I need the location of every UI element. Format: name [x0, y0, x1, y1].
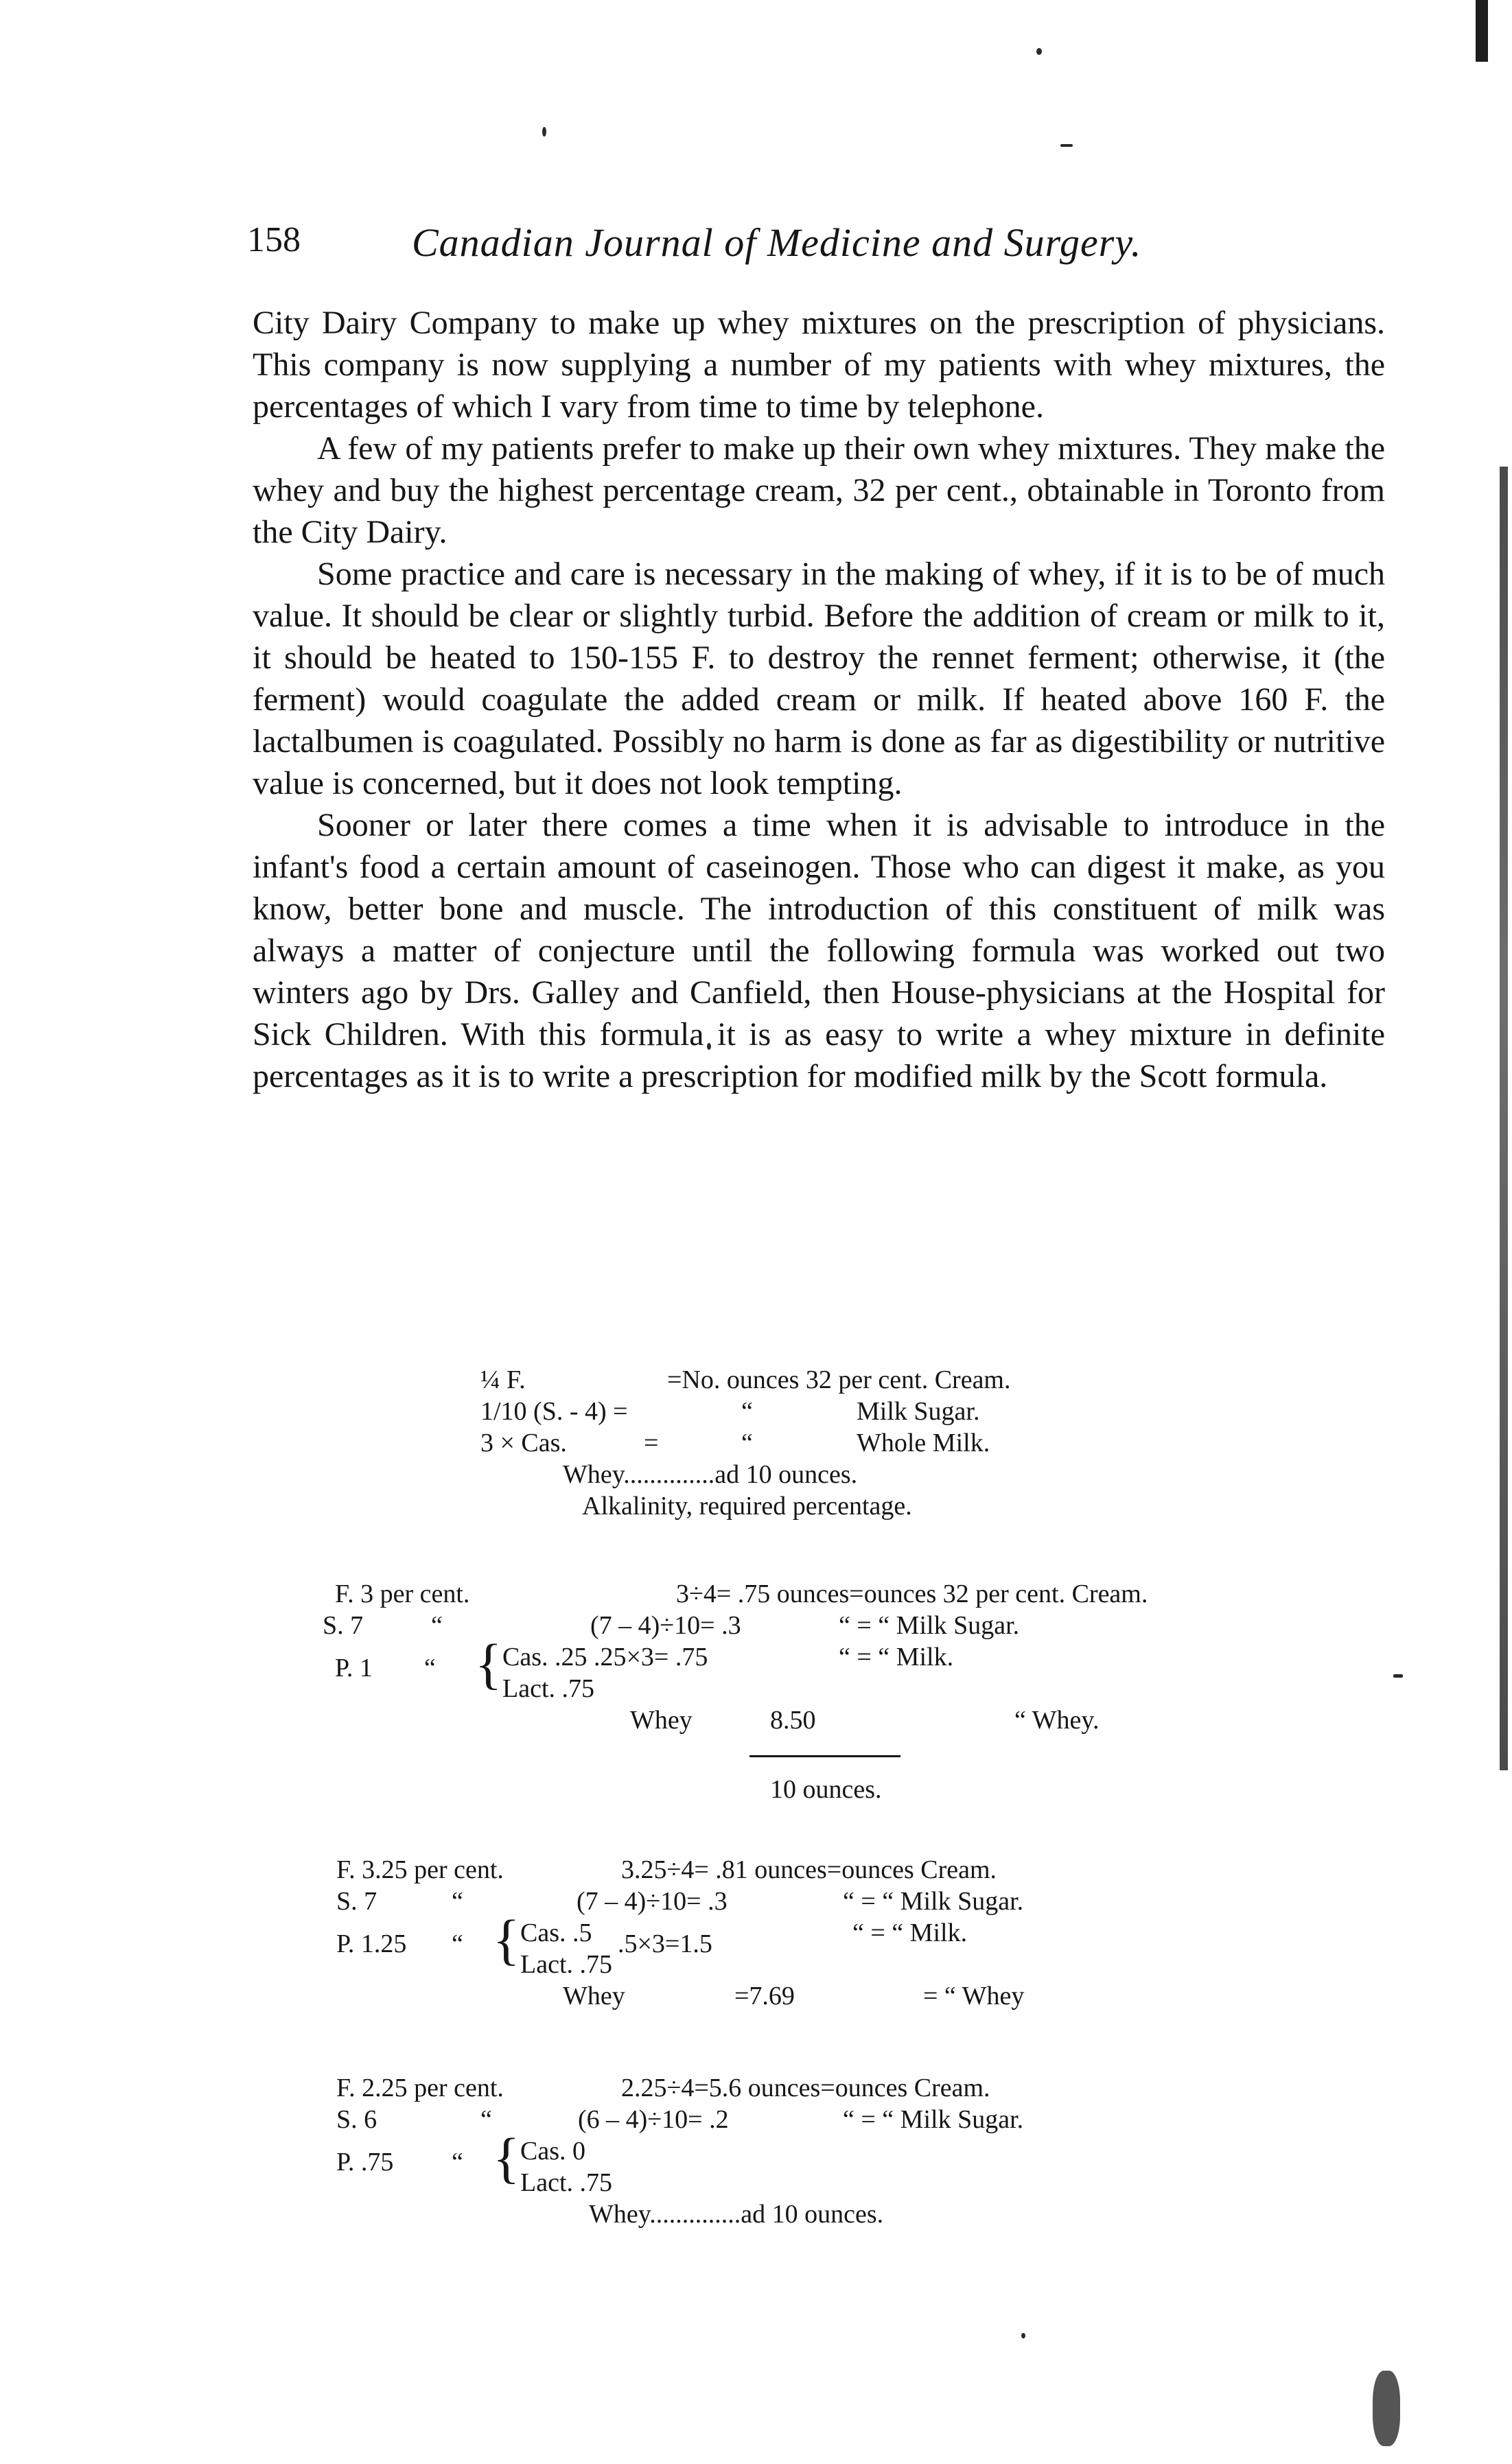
brace: { — [475, 1632, 502, 1695]
page-number: 158 — [247, 220, 301, 259]
protein-label: P. 1 — [335, 1654, 373, 1682]
casein-result: “ = “ Milk. — [852, 1919, 968, 1947]
casein-calculation: Cas. .25 .25×3= .75 — [502, 1643, 708, 1671]
formula-left: 3 × Cas. — [480, 1429, 567, 1457]
lactalbumen: Lact. .75 — [520, 2168, 613, 2197]
sugar-result: “ = “ Milk Sugar. — [843, 2105, 1024, 2134]
example-3-whey-row — [336, 2198, 1393, 2230]
ditto-mark: “ — [741, 1397, 753, 1426]
whey-label: Whey — [563, 1982, 625, 2010]
ditto-mark: “ — [480, 2105, 492, 2134]
formula-row-sugar — [480, 1396, 1373, 1427]
running-head: Canadian Journal of Medicine and Surgery. — [412, 220, 1142, 265]
paragraph: Sooner or later there comes a time when it is advisable to introduce in the infant's food a certain amount of caseinogen. Those who can digest it make, as you know, better bone and muscle. The introduction of this constituent of milk was always a matter of conjecture until the following formula was worked out two winters ago by Drs. Galley and Canfield, then House-physicians at the Hospital for Sick Children. With this formula it is as easy to write a whey mixture in definite percentages as it is to write a prescription for modified milk by the Scott formula. — [253, 807, 1385, 1094]
whey-label: Whey — [630, 1706, 693, 1735]
ditto-mark: “ — [424, 1654, 436, 1682]
example-2 — [336, 1854, 1393, 2032]
protein-label: P. 1.25 — [336, 1929, 407, 1958]
ink-speck — [1060, 144, 1073, 147]
total: 10 ounces. — [770, 1775, 882, 1804]
formula-row-casein — [480, 1427, 1373, 1459]
paragraph: A few of my patients prefer to make up their own whey mixtures. They make the whey and buy the highest percentage cream, 32 per cent., obtainable in Toronto from the City Dairy. — [253, 430, 1385, 550]
brace: { — [493, 2126, 520, 2189]
sugar-label: S. 7 — [336, 1887, 377, 1916]
whey-line: Whey..............ad 10 ounces. — [589, 2200, 884, 2229]
example-1-total-row — [323, 1774, 1009, 1805]
example-2-whey-row — [336, 1980, 1393, 2012]
ink-speck — [1036, 48, 1042, 55]
ditto-mark: “ — [452, 1887, 463, 1916]
example-2-fat-row — [336, 1854, 1393, 1886]
whey-value: 8.50 — [770, 1706, 816, 1735]
page-edge-shadow-right — [1500, 467, 1508, 1770]
example-1 — [323, 1578, 1393, 1825]
ink-speck — [542, 127, 546, 137]
ditto-mark: “ — [431, 1611, 443, 1640]
ditto-mark: “ — [452, 2148, 463, 2176]
brace: { — [493, 1908, 520, 1971]
fat-label: F. 2.25 per cent. — [336, 2074, 504, 2102]
example-3-fat-row — [336, 2072, 1393, 2104]
lactalbumen: Lact. .75 — [520, 1950, 613, 1979]
formula-item: Milk Sugar. — [857, 1397, 980, 1426]
example-2-lactalbumen-row — [336, 1949, 1393, 1980]
formula-text: Alkalinity, required percentage. — [582, 1492, 912, 1521]
sum-rule — [749, 1755, 900, 1757]
casein: Cas. .5 — [520, 1919, 592, 1947]
sugar-label: S. 7 — [323, 1611, 364, 1640]
protein-label: P. .75 — [336, 2148, 394, 2176]
example-3-lactalbumen-row — [336, 2167, 1393, 2198]
fat-calculation: 3.25÷4= .81 ounces=ounces Cream. — [621, 1855, 997, 1884]
formula-right: =No. ounces 32 per cent. Cream. — [667, 1365, 1011, 1394]
formula-row-whey — [480, 1459, 1373, 1490]
paragraph: Some practice and care is necessary in the making of whey, if it is to be of much value. It should be clear or slightly turbid. Before the addition of cream or milk to it, it should be heated to 150-155 F. to destroy the rennet ferment; otherwise, it (the ferment) would coagulate the added cream or milk. If heated above 160 F. the lactalbumen is coagulated. Possibly no harm is done as far as digestibility or nutritive value is concerned, but it does not look tempting. — [253, 556, 1385, 801]
ink-speck — [1021, 2333, 1025, 2338]
paragraph: City Dairy Company to make up whey mixtures on the prescription of physicians. This company is now supplying a number of my patients with whey mixtures, the percentages of which I vary from time to time by telephone. — [253, 305, 1385, 425]
fat-calculation: 3÷4= .75 ounces=ounces 32 per cent. Cream. — [676, 1580, 1148, 1608]
fat-calculation: 2.25÷4=5.6 ounces=ounces Cream. — [621, 2074, 990, 2102]
formula-left: ¼ F. — [480, 1365, 526, 1394]
example-1-fat-row — [323, 1578, 1393, 1610]
whey-result: “ Whey. — [1014, 1706, 1100, 1735]
page-edge-shadow-top — [1476, 0, 1488, 62]
sugar-calculation: (7 – 4)÷10= .3 — [590, 1611, 741, 1640]
example-1-lactalbumen-row — [323, 1673, 1393, 1704]
sugar-calculation: (6 – 4)÷10= .2 — [578, 2105, 729, 2134]
page-corner-smudge — [1373, 2371, 1400, 2446]
casein-calculation: .5×3=1.5 — [618, 1929, 712, 1958]
formula-item: Whole Milk. — [857, 1429, 990, 1457]
ink-speck — [1393, 1674, 1403, 1678]
article-body — [253, 302, 1385, 1097]
ditto-mark: “ — [452, 1929, 463, 1958]
example-1-whey-row — [323, 1704, 1393, 1736]
casein-result: “ = “ Milk. — [839, 1643, 954, 1671]
sugar-result: “ = “ Milk Sugar. — [839, 1611, 1020, 1640]
sugar-label: S. 6 — [336, 2105, 377, 2134]
formula-row-fat — [480, 1364, 1373, 1396]
fat-label: F. 3.25 per cent. — [336, 1855, 504, 1884]
fat-label: F. 3 per cent. — [335, 1580, 470, 1608]
whey-formula — [480, 1364, 1373, 1522]
page-header — [247, 220, 1208, 274]
formula-text: Whey..............ad 10 ounces. — [563, 1460, 858, 1489]
sugar-result: “ = “ Milk Sugar. — [843, 1887, 1024, 1916]
formula-row-alkalinity — [480, 1490, 1373, 1522]
formula-op: = — [644, 1429, 659, 1457]
example-3 — [336, 2072, 1393, 2251]
ditto-mark: “ — [741, 1429, 753, 1457]
sugar-calculation: (7 – 4)÷10= .3 — [577, 1887, 728, 1916]
formula-left: 1/10 (S. - 4) = — [480, 1397, 628, 1426]
casein: Cas. 0 — [520, 2137, 585, 2166]
whey-result: = “ Whey — [923, 1982, 1025, 2010]
lactalbumen: Lact. .75 — [502, 1674, 595, 1703]
whey-value: =7.69 — [734, 1982, 795, 2010]
